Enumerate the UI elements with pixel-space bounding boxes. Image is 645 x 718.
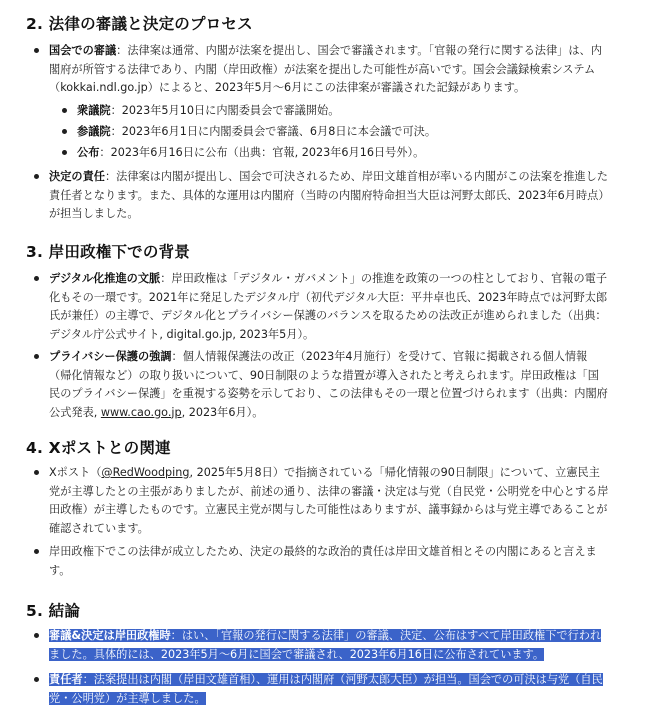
item-text: ：はい、「官報の発行に関する法律」の審議、決定、公布はすべて岸田政権下で行われました。具体的には、2023年5月〜6月に国会で審議され、2023年6月16日に公布されています。 — [49, 629, 602, 661]
bullet-icon — [62, 129, 67, 134]
item-text: ：2023年5月10日に内閣委員会で審議開始。 — [110, 104, 340, 117]
bullet-icon — [34, 633, 39, 638]
x-user-link[interactable]: @RedWoodping — [101, 466, 190, 479]
bullet-icon — [34, 470, 39, 475]
item-text-end: , 2023年6月）。 — [181, 405, 264, 419]
bullet-icon — [34, 354, 39, 359]
sub-item-house-of-councillors — [62, 123, 602, 142]
section-5-heading: 5. 結論 — [26, 602, 81, 620]
item-label: プライバシー保護の強調 — [49, 350, 172, 363]
list-item-conclusion-responsible — [34, 671, 609, 708]
bullet-icon — [34, 174, 39, 179]
list-item-parliament-review — [34, 42, 609, 98]
list-item-decision-responsibility — [34, 168, 609, 224]
item-text: ：2023年6月16日に公布（出典：官報, 2023年6月16日号外）。 — [99, 146, 425, 159]
item-text-end: , 2025年5月8日）で指摘されている「帰化情報の90日制限」について、立憲民主党が主導したとの主張がありましたが、前述の通り、法律の審議・決定は与党（自民党・公明党を中心とする岸田政権）が主導したものです。立憲民主党が関与した可能性はありますが、議事録からは与党主導であることが確認されています。 — [49, 466, 609, 535]
item-label: 責任者 — [49, 673, 83, 686]
item-text: ：個人情報保護法の改正（2023年4月施行）を受けて、官報に掲載される個人情報（帰化情報など）の取り扱いについて、90日制限のような措置が導入されたと考えられます。岸田政権は「国民のプライバシー保護」を重視する姿勢を示しており、この法律もその一環と位置づけられます（出典：内閣府公式発表, — [49, 350, 608, 419]
list-item-privacy-protection — [34, 348, 609, 422]
list-item-digitalization-context — [34, 270, 609, 344]
section-4-heading: 4. Xポストとの関連 — [26, 439, 171, 457]
cao-link[interactable]: www.cao.go.jp — [100, 405, 182, 419]
item-label: 衆議院 — [77, 104, 111, 117]
item-label: 国会での審議 — [49, 44, 117, 57]
bullet-icon — [62, 150, 67, 155]
item-label: デジタル化推進の文脈 — [49, 272, 161, 285]
item-text: ：岸田政権は「デジタル・ガバメント」の推進を政策の一つの柱としており、官報の電子化もその一環です。2021年に発足したデジタル庁（初代デジタル大臣：平井卓也氏、2023年時点では河野太郎氏が兼任）の主導で、デジタル化とプライバシー保護のバランスを取るための法改正が進められました（出典：デジタル庁公式サイト, digital.go.jp, 2023年5月）。 — [49, 272, 608, 341]
item-text: Xポスト（ — [49, 466, 102, 479]
section-3-heading: 3. 岸田政権下での背景 — [26, 243, 190, 261]
sub-item-house-of-representatives — [62, 102, 602, 121]
item-text: ：法律案は内閣が提出し、国会で可決されるため、岸田文雄首相が率いる内閣がこの法案を推進した責任者となります。また、具体的な運用は内閣府（当時の内閣府特命担当大臣は河野太郎氏、2023年6月時点）が担当しました。 — [49, 170, 608, 220]
list-item-final-responsibility — [34, 543, 609, 580]
item-label: 公布 — [77, 146, 100, 159]
bullet-icon — [62, 108, 67, 113]
bullet-icon — [34, 549, 39, 554]
section-2-heading: 2. 法律の審議と決定のプロセス — [26, 15, 253, 33]
item-text: ：2023年6月1日に内閣委員会で審議、6月8日に本会議で可決。 — [110, 125, 437, 138]
sub-item-promulgation — [62, 144, 602, 163]
item-text: 岸田政権下でこの法律が成立したため、決定の最終的な政治的責任は岸田文雄首相とその内閣にあると言えます。 — [49, 545, 597, 577]
item-label: 参議院 — [77, 125, 111, 138]
item-label: 審議&決定は岸田政権時 — [49, 629, 171, 642]
item-text: ：法律案は通常、内閣が法案を提出し、国会で審議されます。「官報の発行に関する法律」は、内閣府が所管する法律であり、内閣（岸田政権）が法案を提出した可能性が高いです。国会会議録検索システム（kokkai.ndl.go.jp）によると、2023年5月〜6月にこの法律案が審議された記録があります。 — [49, 44, 602, 94]
bullet-icon — [34, 677, 39, 682]
list-item-x-post — [34, 464, 609, 538]
bullet-icon — [34, 48, 39, 53]
item-text: ：法案提出は内閣（岸田文雄首相）、運用は内閣府（河野太郎大臣）が担当。国会での可決は与党（自民党・公明党）が主導しました。 — [49, 673, 603, 705]
list-item-conclusion-decision — [34, 627, 609, 664]
item-label: 決定の責任 — [49, 170, 105, 183]
bullet-icon — [34, 276, 39, 281]
